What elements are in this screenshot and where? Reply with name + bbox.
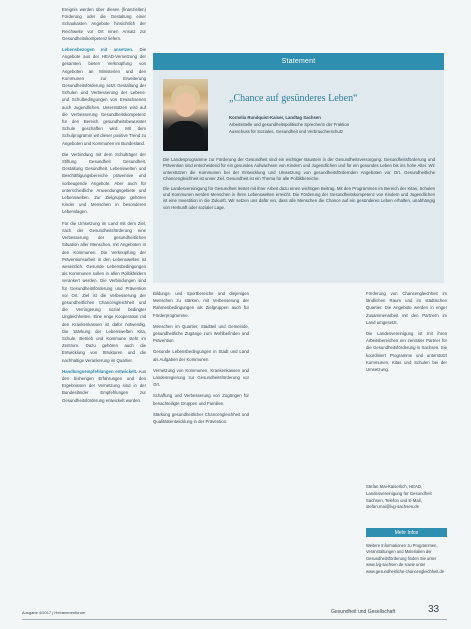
- left-subhead-1: Lebensbezogen mit ansetzen.: [62, 47, 134, 53]
- statement-header: Statement: [153, 53, 444, 70]
- statement-paragraph-1: Die Landesprogramme zur Förderung der Gesundheit sind ein wichtiger Baustein in der Gesundheitsversorgung. Gesundheitsförderung und Prävention sind entscheidend für ein gesundes Aufwachsen von Kindern und Jugendlichen und für ein gesundes Leben bis ins hohe Alter. Wir unterstützen die Kommunen bei der Entwicklung und Umsetzung von gesundheitsfördernden Angeboten vor Ort. Gesundheitliche Chancengleichheit ist unser Ziel. Gesundheit ist ein Thema für alle Politikbereiche.: [163, 157, 435, 182]
- author-name: Kornelia Rundquist-Kaiser, Landtag Sachsen: [229, 115, 321, 120]
- left-paragraph-5-wrap: [62, 368, 146, 404]
- left-subhead-2: Handlungsempfehlungen entwickelt.: [62, 368, 138, 374]
- mid-list-item: Vernetzung von Kommunen, Krankenkassen und Landesregierung zur Gesundheitsförderung vor Ort.: [153, 367, 249, 388]
- left-paragraph-5: Aus den bisherigen Erfahrungen und den Ergebnissen der Vernetzung sind in der Bundesländer Empfehlungen zur Gesundheitsförderung entwickelt worden.: [62, 368, 146, 403]
- info-box-header: Mehr Infos: [366, 528, 447, 537]
- mid-list-item: Stärkung gesundheitlicher Chancengleichheit und Qualitätsentwicklung in der Prävention.: [153, 411, 249, 425]
- portrait-photo: [163, 79, 208, 151]
- left-paragraph-4: Für die Umsetzung im Land mit dem Ziel, nach der Gesundheitsförderung eine Verbesserung der gesundheitlichen Situation aller Menschen, mit Angeboten in den Kommunen. Die Verknüpfung der Präventionsarbeit in den Lebenswelten ist wesentlich. Gesunde Lebensbedingungen als Kommunen sollen in allen Politikfeldern verankert werden. Die Verbindungen sind für Gesundheitsförderung und Prävention vor Ort. Ziel ist die Verbesserung der gesundheitlichen Chancengleichheit und die Verringerung sozial bedingter Ungleichheiten. Eine enge Kooperation mit den Krankenkassen ist dafür notwendig. Die Stärkung der Lebenswelten Kita, Schule, Betrieb und Kommune steht im Zentrum. Dazu gehören auch die Entwicklung von Strukturen und die nachhaltige Verankerung im Quartier.: [62, 220, 146, 363]
- statement-title: „Chance auf gesünderes Leben“: [229, 93, 358, 104]
- left-paragraph-2-wrap: [62, 46, 146, 147]
- mid-list-item: Gesunde Lebensbedingungen in Stadt und Land als Aufgaben der Kommunen.: [153, 349, 249, 362]
- middle-column: [153, 290, 249, 429]
- footer-divider: [22, 619, 447, 620]
- info-box: [366, 528, 447, 600]
- footer-section: Gesundheit und Gesellschaft: [331, 609, 396, 615]
- statement-body: [163, 157, 435, 214]
- left-paragraph-1: Ereignis werden über diesen (finanziellen) Förderung oder die Gestaltung einer Schaukasten Angebote hinsichtlich der Reichweite vor Ort einen Ansatz zur Gesundheitskompetenz liefern.: [62, 7, 146, 41]
- right-paragraph-2: Die Landesvereinigung ist mit ihren Arbeitsbereichen ein zentraler Partner für die Gesundheitsförderung in Sachsen. Sie koordiniert Programme und unterstützt Kommunen, Kitas und Schulen bei der Umsetzung.: [366, 331, 447, 373]
- mid-list-item: Schaffung und Verbesserung von Zugängen für benachteiligte Gruppen und Familien.: [153, 393, 249, 406]
- page-number: 33: [428, 604, 440, 615]
- right-column: [366, 290, 447, 377]
- info-box-text: Weitere Informationen zu Programmen, Veranstaltungen und Materialien der Gesundheitsförderung finden Sie unter www.lvg-sachsen.de sowie unter www.gesundheitliche-chancengleichheit.de: [366, 543, 445, 574]
- contact-info: Stefan Mai-Kaiserlich, HEAD, Landesvereinigung für Gesundheit Sachsen, Telefon und E-Mail, stefan.mai@lvg-sachsen.de: [366, 484, 432, 510]
- mid-paragraph-1: Bildungs- und Sportbereiche und diejenigen Menschen zu stärken, mit Verbesserung der Rahmenbedingungen als Zielgruppen auch für Förderprogramme.: [153, 291, 249, 318]
- author-role: Arbeitsstelle und gesundheitspolitische Sprecherin der Fraktion: [229, 121, 350, 127]
- mid-list-item: Menschen im Quartier, Stadtteil und Gemeinde, gesundheitliche Zugänge zum Wohlbefinden und Prävention.: [153, 323, 249, 344]
- footer-issue: Ausgabe 4/2017 | Hebammenforum: [22, 610, 86, 615]
- statement-box: [153, 53, 444, 283]
- author-committee: Ausschuss für Soziales, Gesundheit und Verbraucherschutz: [229, 128, 344, 134]
- statement-author: [229, 115, 439, 135]
- left-column: [62, 6, 146, 408]
- statement-paragraph-2: Die Landesvereinigung für Gesundheit leistet mit ihrer Arbeit dazu einen wichtigen Beitrag. Mit den Programmen im Bereich der Kitas, Schulen und Kommunen werden Menschen in ihren Lebenswelten erreicht. Die Förderung der Gesundheitskompetenz von Kindern und Jugendlichen ist eine Investition in die Zukunft. Wir setzen uns dafür ein, dass alle Menschen die Chance auf ein gesünderes Leben erhalten, unabhängig von Herkunft oder sozialer Lage.: [163, 185, 435, 210]
- left-paragraph-3: Die Verbindung mit dem Schulträger der Stiftung Gesundheit Gesundheit, Gestaltung Gesundheit. Lebenswelten und Beschäftigungsbereiche präventive und vorbeugende Angebote. Aber auch für unterschiedliche Anwendungsgebiete und Lebenswelten. Zur Zielgruppe gehören Kinder und Menschen in besonderen Lebenslagen.: [62, 151, 146, 215]
- left-paragraph-2: Die Angebote aus der HEAD-Vernetzung der gesamten bieten Verknüpfung von Angeboten an Ministerien und den Kommunen zur Erweiterung Gesundheitsförderung setzt Gestaltung der Schulen und Verbesserung der Lebens- und Schulbedingungen von Erwachsenen auch Jugendlichen. Unterstützen wird auf die Verbesserung Gesundheitskompetenz für den Bereich gesundheitsbewusster Schule geschaffen wird. Mit dem Schulprogramm wir dieser positive Trend zu Angeboten und Kommunen im Bundesland.: [62, 47, 146, 146]
- right-paragraph-1: Förderung von Chancengleichheit im ländlichen Raum und im städtischen Quartier. Die Angebote werden in enger Zusammenarbeit mit den Partnern im Land umgesetzt.: [366, 291, 447, 325]
